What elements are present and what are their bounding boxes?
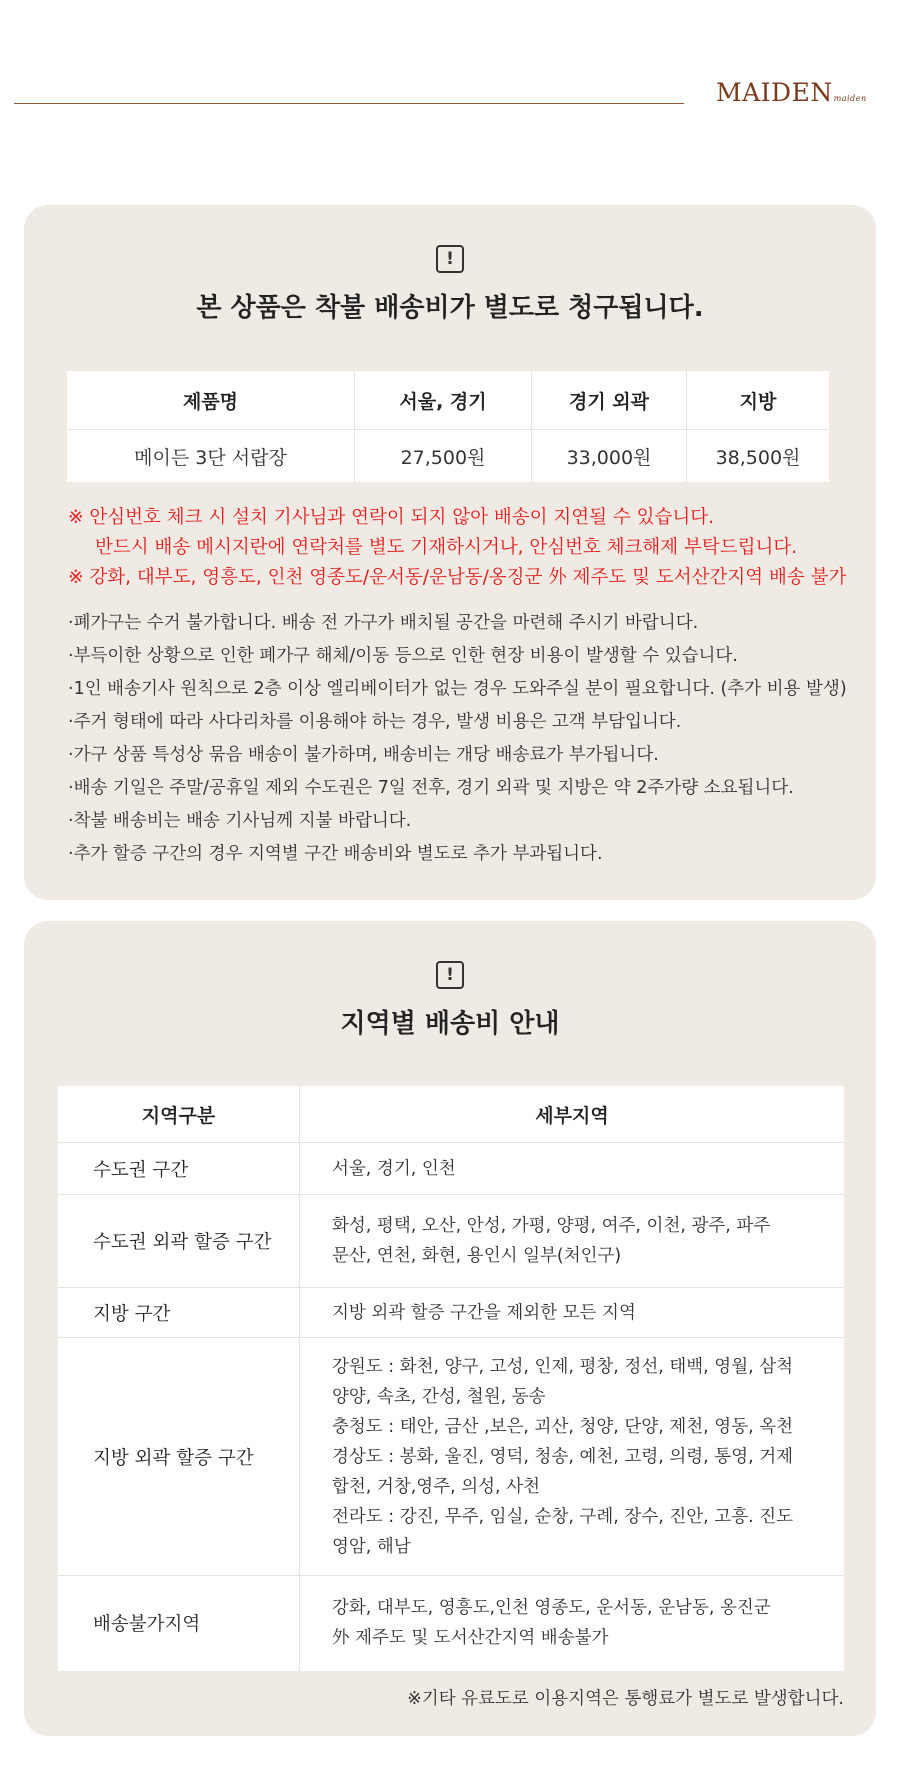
list-item: ·부득이한 상황으로 인한 폐가구 해체/이동 등으로 인한 현장 비용이 발생할 수 있습니다.	[68, 646, 738, 666]
shipping-notice-card	[24, 205, 876, 900]
table-row	[58, 1288, 844, 1338]
exclamation-icon: !	[436, 961, 464, 989]
price-table	[67, 371, 829, 482]
table-row	[58, 1338, 844, 1576]
price-table-row	[67, 430, 829, 483]
price-header-local: 지방	[687, 371, 830, 430]
region-name: 지방 구간	[58, 1288, 300, 1338]
toll-footnote: ※기타 유료도로 이용지역은 통행료가 별도로 발생합니다.	[407, 1689, 844, 1709]
warning-note: ※ 안심번호 체크 시 설치 기사님과 연락이 되지 않아 배송이 지연될 수 있습니다.	[68, 507, 714, 528]
price-product-name: 메이든 3단 서랍장	[134, 446, 287, 469]
list-item: ·주거 형태에 따라 사다리차를 이용해야 하는 경우, 발생 비용은 고객 부담입니다.	[68, 712, 682, 732]
header-divider	[14, 103, 684, 104]
region-fee-card	[24, 921, 876, 1736]
region-table	[58, 1086, 844, 1671]
price-table-header	[67, 371, 829, 430]
price-header-product: 제품명	[67, 371, 355, 430]
list-item: ·착불 배송비는 배송 기사님께 지불 바랍니다.	[68, 811, 412, 831]
list-item: ·1인 배송기사 원칙으로 2층 이상 엘리베이터가 없는 경우 도와주실 분이 필요합니다. (추가 비용 발생)	[68, 679, 847, 699]
shipping-info-list	[68, 607, 847, 871]
region-detail: 지방 외곽 할증 구간을 제외한 모든 지역	[300, 1288, 845, 1338]
price-outer: 33,000원	[532, 430, 687, 483]
warning-note: ※ 강화, 대부도, 영흥도, 인천 영종도/운서동/운남동/옹징군 外 제주도 및 도서산간지역 배송 불가	[68, 567, 847, 588]
region-detail: 서울, 경기, 인천	[300, 1143, 845, 1195]
region-name: 수도권 외곽 할증 구간	[58, 1195, 300, 1288]
region-name: 지방 외곽 할증 구간	[58, 1338, 300, 1576]
price-header-seoul: 서울, 경기	[355, 371, 532, 430]
region-name: 수도권 구간	[58, 1143, 300, 1195]
price-local: 38,500원	[687, 430, 830, 483]
price-header-outer: 경기 외곽	[532, 371, 687, 430]
notice-title: 본 상품은 착불 배송비가 별도로 청구됩니다.	[196, 293, 704, 323]
exclamation-icon: !	[436, 245, 464, 273]
table-row	[58, 1143, 844, 1195]
list-item: ·폐가구는 수거 불가합니다. 배송 전 가구가 배치될 공간을 마련해 주시기 바랍니다.	[68, 613, 699, 633]
region-detail: 화성, 평택, 오산, 안성, 가평, 양평, 여주, 이천, 광주, 파주 문산, 연천, 화현, 용인시 일부(처인구)	[300, 1195, 845, 1288]
list-item: ·배송 기일은 주말/공휴일 제외 수도권은 7일 전후, 경기 외곽 및 지방은 약 2주가량 소요됩니다.	[68, 778, 794, 798]
region-title: 지역별 배송비 안내	[340, 1009, 560, 1039]
list-item: ·가구 상품 특성상 묶음 배송이 불가하며, 배송비는 개당 배송료가 부가됩니다.	[68, 745, 659, 765]
table-row	[58, 1195, 844, 1288]
price-seoul: 27,500원	[355, 430, 532, 483]
region-detail: 강원도 : 화천, 양구, 고성, 인제, 평창, 정선, 태백, 영월, 삼척 양양, 속초, 간성, 철원, 동송 충청도 : 태안, 금산 ,보은, 괴산, 청양, 단양, 제천, 영동, 옥천 경상도 : 봉화, 울진, 영덕, 청송, 예천, 고령, 의령, 통영, 거제 합천, 거창,영주, 의성, 사천 전라도 : 강진, 무주, 임실, 순창, 구례, 장수, 진안, 고흥. 진도 영암, 해남	[300, 1338, 845, 1576]
region-table-header	[58, 1086, 844, 1143]
table-row	[58, 1576, 844, 1671]
region-name: 배송불가지역	[58, 1576, 300, 1671]
warning-note: 반드시 배송 메시지란에 연락처를 별도 기재하시거나, 안심번호 체크해제 부탁드립니다.	[95, 537, 798, 558]
region-header-detail: 세부지역	[300, 1086, 845, 1143]
region-detail: 강화, 대부도, 영흥도,인천 영종도, 운서동, 운남동, 옹진군 外 제주도 및 도서산간지역 배송불가	[332, 1598, 771, 1649]
warning-notes	[68, 503, 846, 593]
brand-logo: MAIDENmaiden	[716, 78, 867, 107]
list-item: ·추가 할증 구간의 경우 지역별 구간 배송비와 별도로 추가 부과됩니다.	[68, 844, 603, 864]
region-header-area: 지역구분	[58, 1086, 300, 1143]
